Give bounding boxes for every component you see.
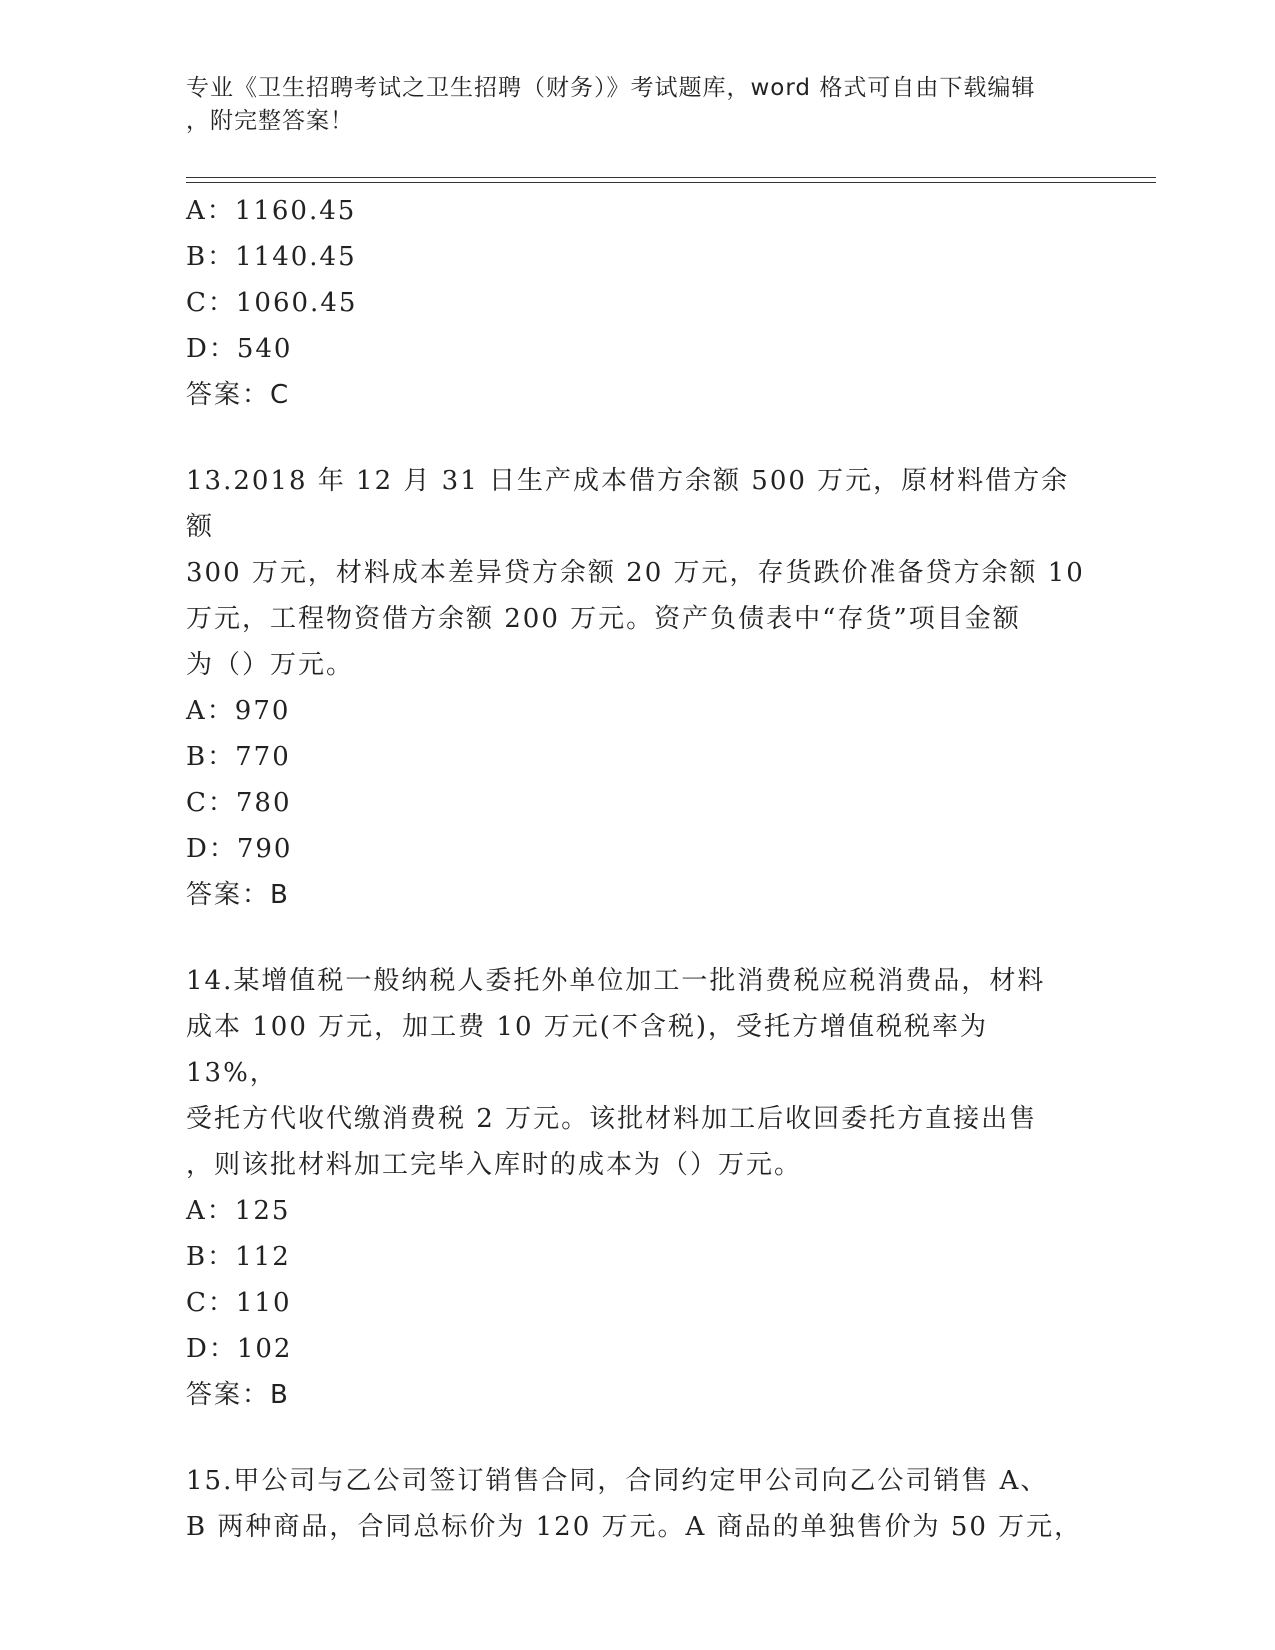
stem-line: 15.甲公司与乙公司签订销售合同，合同约定甲公司向乙公司销售 A、 [186, 1466, 1049, 1496]
question-stem [186, 958, 1086, 1188]
option-c: C：780 [186, 788, 292, 818]
header-line-1: 专业《卫生招聘考试之卫生招聘（财务）》考试题库，word 格式可自由下载编辑 [186, 75, 1036, 101]
stem-line: 13.2018 年 12 月 31 日生产成本借方余额 500 万元，原材料借方余额 [186, 466, 1070, 542]
option-b: B：112 [186, 1242, 291, 1272]
stem-line: ，则该批材料加工完毕入库时的成本为（）万元。 [186, 1150, 803, 1180]
stem-line: 300 万元，材料成本差异贷方余额 20 万元，存货跌价准备贷方余额 10 [186, 558, 1085, 588]
header-divider-top [186, 177, 1156, 178]
question-12-block [186, 188, 1086, 418]
question-stem [186, 458, 1086, 688]
document-body [186, 188, 1086, 1550]
option-a: A：125 [186, 1196, 291, 1226]
option-a: A：970 [186, 696, 291, 726]
option-b: B：1140.45 [186, 242, 357, 272]
stem-line: 成本 100 万元，加工费 10 万元(不含税)，受托方增值税税率为 13%， [186, 1012, 989, 1088]
question-stem [186, 1458, 1086, 1550]
option-c: C：1060.45 [186, 288, 358, 318]
option-d: D：540 [186, 334, 293, 364]
option-b: B：770 [186, 742, 291, 772]
answer-line: 答案：C [186, 380, 291, 410]
header-line-2: ，附完整答案！ [186, 108, 354, 134]
stem-line: 14.某增值税一般纳税人委托外单位加工一批消费税应税消费品，材料 [186, 966, 1046, 996]
option-a: A：1160.45 [186, 196, 357, 226]
stem-line: B 两种商品，合同总标价为 120 万元。A 商品的单独售价为 50 万元， [186, 1512, 1083, 1542]
stem-line: 受托方代收代缴消费税 2 万元。该批材料加工后收回委托方直接出售 [186, 1104, 1038, 1134]
stem-line: 为（）万元。 [186, 650, 355, 680]
document-header [186, 72, 1086, 138]
option-c: C：110 [186, 1288, 292, 1318]
header-divider-bottom [186, 182, 1156, 183]
question-15-block [186, 1458, 1086, 1550]
option-d: D：102 [186, 1334, 293, 1364]
question-13-block [186, 458, 1086, 918]
question-14-block [186, 958, 1086, 1418]
option-d: D：790 [186, 834, 293, 864]
answer-line: 答案：B [186, 880, 290, 910]
answer-line: 答案：B [186, 1380, 290, 1410]
stem-line: 万元，工程物资借方余额 200 万元。资产负债表中“存货”项目金额 [186, 604, 1021, 634]
